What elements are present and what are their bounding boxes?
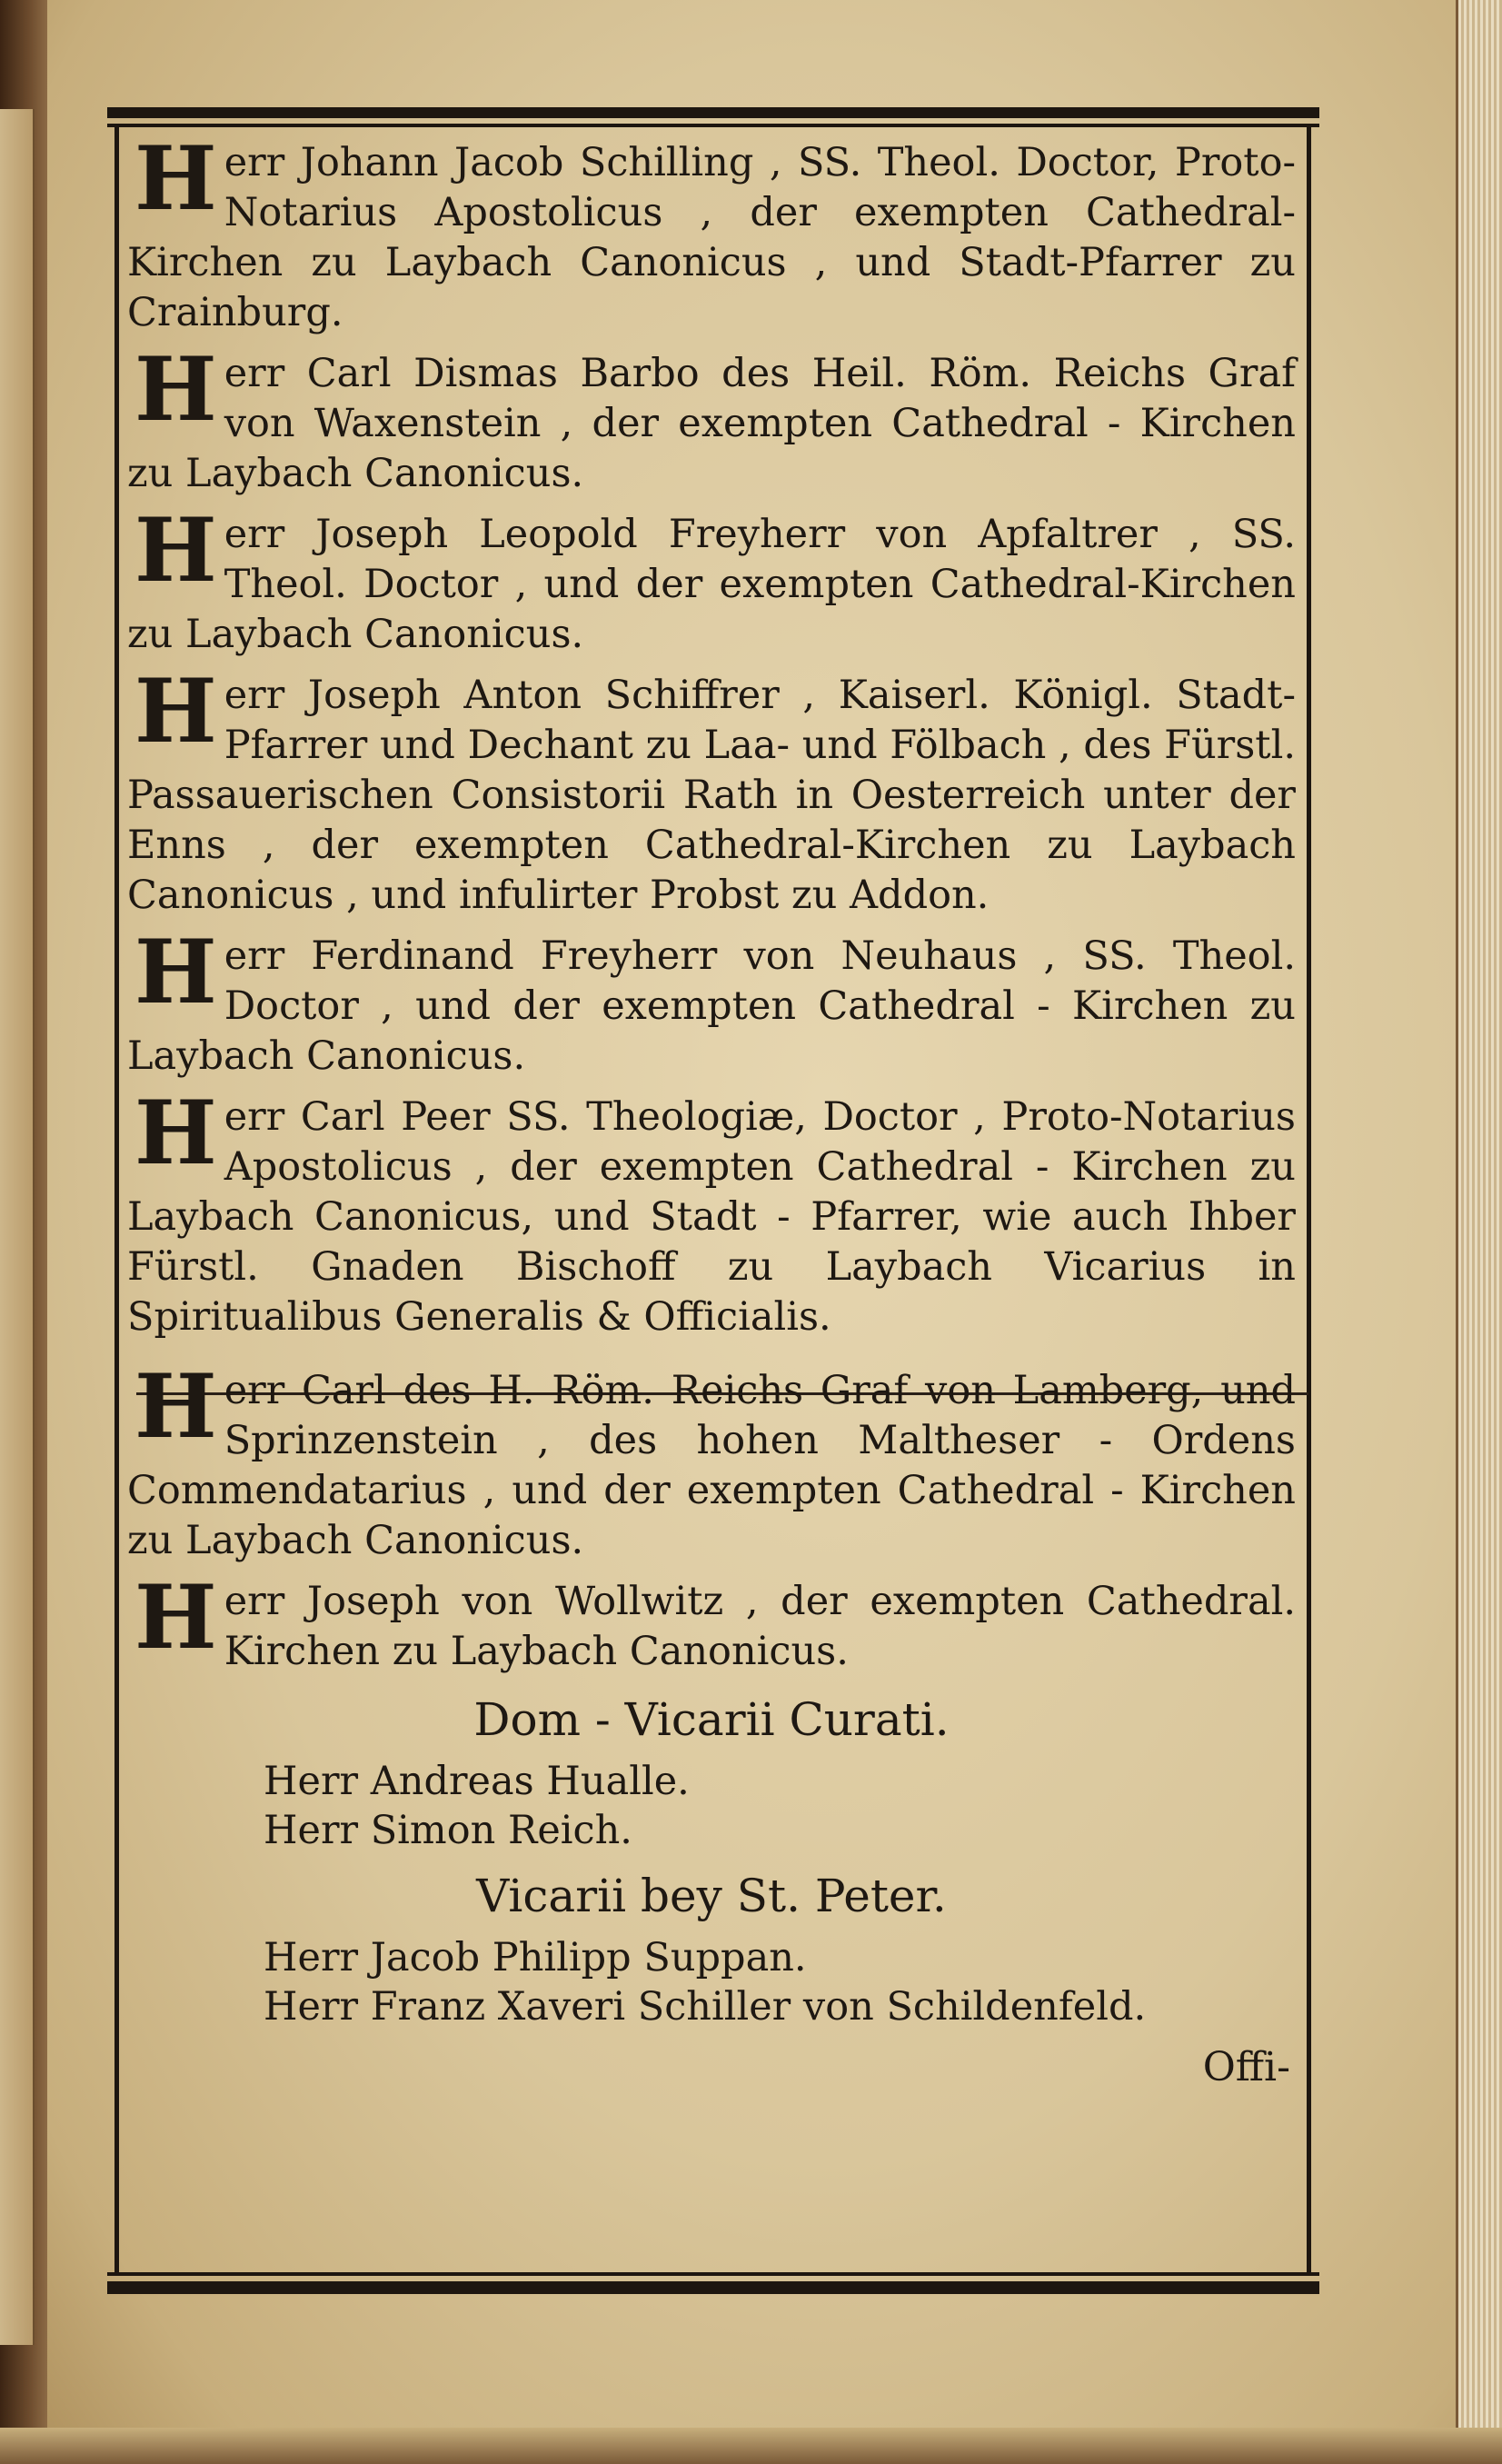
entry-schilling xyxy=(127,127,1296,338)
right-border-line xyxy=(1307,127,1311,2272)
book-bottom-edge xyxy=(0,2428,1502,2464)
entry-lamberg xyxy=(127,1355,1296,1566)
entry-peer xyxy=(127,1082,1296,1342)
entry-apfaltrer xyxy=(127,499,1296,660)
drop-initial: H xyxy=(134,921,217,1023)
drop-initial: H xyxy=(134,1355,217,1458)
top-border-thin xyxy=(107,124,1319,127)
entry-text: err Johann Jacob Schilling , SS. Theol. Doctor, Proto-Notarius Apostolicus , der exempten Cathedral-Kirchen zu Laybach Canonicus , und Stadt-Pfarrer zu Crainburg. xyxy=(127,140,1296,335)
name-suppan: Herr Jacob Philipp Suppan. xyxy=(264,1935,807,1980)
entry-text: err Carl des H. Röm. Reichs Graf von Lamberg, und Sprinzenstein , des hohen Maltheser - Ordens Commendatarius , und der exempten Cathedral - Kirchen zu Laybach Canonicus. xyxy=(127,1368,1296,1563)
section-heading-vicarii-st-peter: Vicarii bey St. Peter. xyxy=(476,1870,947,1922)
previous-page-edge xyxy=(0,109,35,2345)
entry-text: err Joseph Leopold Freyherr von Apfaltrer , SS. Theol. Doctor , und der exempten Cathedral-Kirchen zu Laybach Canonicus. xyxy=(127,512,1296,657)
left-border-line xyxy=(114,127,119,2272)
drop-initial: H xyxy=(134,1566,217,1669)
drop-initial: H xyxy=(134,338,217,441)
catchword: Offi- xyxy=(1202,2044,1290,2090)
name-hualle: Herr Andreas Hualle. xyxy=(264,1759,690,1804)
drop-initial: H xyxy=(134,1082,217,1184)
entry-text: err Carl Dismas Barbo des Heil. Röm. Reichs Graf von Waxenstein , der exempten Cathedral - Kirchen zu Laybach Canonicus. xyxy=(127,351,1296,496)
drop-initial: H xyxy=(134,499,217,602)
drop-initial: H xyxy=(134,127,217,230)
entry-text: err Carl Peer SS. Theologiæ, Doctor , Proto-Notarius Apostolicus , der exempten Cathedral - Kirchen zu Laybach Canonicus, und Stadt - Pfarrer, wie auch Ihber Fürstl. Gnaden Bischoff zu Laybach Vicarius in Spiritualibus Generalis & Officialis. xyxy=(127,1094,1296,1340)
entry-barbo xyxy=(127,338,1296,499)
page-stack-edge xyxy=(1456,0,1502,2464)
bottom-border-thin xyxy=(107,2272,1319,2276)
entry-neuhaus xyxy=(127,921,1296,1082)
drop-initial: H xyxy=(134,660,217,763)
section-heading-dom-vicarii: Dom - Vicarii Curati. xyxy=(473,1693,950,1746)
entry-text: err Joseph Anton Schiffrer , Kaiserl. Königl. Stadt-Pfarrer und Dechant zu Laa- und Fölbach , des Fürstl. Passauerischen Consistorii Rath in Oesterreich unter der Enns , der exempten Cathedral-Kirchen zu Laybach Canonicus , und infulirter Probst zu Addon. xyxy=(127,673,1296,918)
entry-schiffrer xyxy=(127,660,1296,921)
page-text xyxy=(127,127,1296,2095)
top-border-thick xyxy=(107,107,1319,118)
entry-text: err Ferdinand Freyherr von Neuhaus , SS. Theol. Doctor , und der exempten Cathedral - Kirchen zu Laybach Canonicus. xyxy=(127,933,1296,1079)
bottom-border-thick xyxy=(107,2281,1319,2294)
name-reich: Herr Simon Reich. xyxy=(264,1808,632,1853)
name-schiller: Herr Franz Xaveri Schiller von Schildenfeld. xyxy=(264,1984,1147,2030)
entry-wollwitz xyxy=(127,1566,1296,1677)
entry-text: err Joseph von Wollwitz , der exempten Cathedral. Kirchen zu Laybach Canonicus. xyxy=(224,1579,1296,1674)
